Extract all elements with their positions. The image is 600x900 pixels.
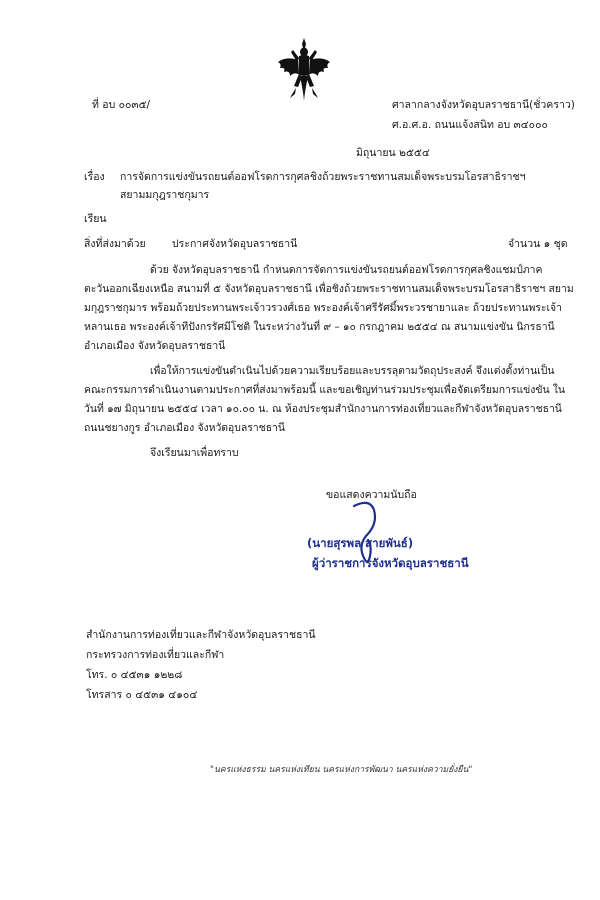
closing-statement: จึงเรียนมาเพื่อทราบ	[150, 447, 239, 459]
paragraph-2-line: เพื่อให้การแข่งขันดำเนินไปด้วยความเรียบร้อยและบรรลุตามวัตถุประสงค์ จึงแต่งตั้งท่านเป็น	[150, 365, 555, 377]
footer-agency: สำนักงานการท่องเที่ยวและกีฬาจังหวัดอุบลราชธานี	[86, 629, 316, 641]
office-name: ศาลากลางจังหวัดอุบลราชธานี(ชั่วคราว)	[392, 99, 575, 111]
enclosure-label: สิ่งที่ส่งมาด้วย	[84, 238, 146, 250]
garuda-emblem-icon	[276, 36, 332, 104]
paragraph-1-line: อำเภอเมือง จังหวัดอุบลราชธานี	[84, 340, 226, 352]
paragraph-1-line: หลานเธอ พระองค์เจ้าทีปังกรรัศมีโชติ ในระหว่างวันที่ ๙ – ๑๐ กรกฎาคม ๒๕๕๔ ณ สนามแข่งขัน นิกรธานี	[84, 321, 555, 333]
enclosure-text: ประกาศจังหวัดอุบลราชธานี	[172, 238, 298, 250]
footer-telephone: โทร. ๐ ๔๕๓๑ ๑๒๒๘	[86, 669, 183, 681]
subject-line-1: การจัดการแข่งขันรถยนต์ออฟโรดการกุศลชิงถ้วยพระราชทานสมเด็จพระบรมโอรสาธิราชฯ	[120, 171, 526, 183]
subject-line-2: สยามมกุฎราชกุมาร	[120, 189, 210, 201]
office-address: ศ.อ.ศ.อ. ถนนแจ้งสนิท อบ ๓๔๐๐๐	[392, 119, 548, 131]
signatory-name: (นายสุรพล สายพันธ์)	[307, 536, 414, 550]
paragraph-2-line: วันที่ ๑๗ มิถุนายน ๒๕๕๔ เวลา ๑๐.๐๐ น. ณ ห้องประชุมสำนักงานการท่องเที่ยวและกีฬาจังหวัดอุบลราชธานี	[84, 403, 562, 415]
paragraph-1-line: มกุฎราชกุมาร พร้อมถ้วยประทานพระเจ้าวรวงศ์เธอ พระองค์เจ้าศรีรัศมิ์พระวรชายาและ ถ้วยประทานพระเจ้า	[84, 302, 562, 314]
subject-label: เรื่อง	[84, 171, 105, 183]
footer-fax: โทรสาร ๐ ๔๕๓๑ ๔๑๐๔	[86, 689, 198, 701]
reference-number: ที่ อบ ๐๐๓๕/	[92, 99, 151, 111]
paragraph-2-line: ถนนชยางกูร อำเภอเมือง จังหวัดอุบลราชธานี	[84, 422, 285, 434]
signatory-position: ผู้ว่าราชการจังหวัดอุบลราชธานี	[312, 556, 469, 570]
letter-date: มิถุนายน ๒๕๕๔	[356, 147, 430, 159]
footer-ministry: กระทรวงการท่องเที่ยวและกีฬา	[86, 649, 225, 661]
paragraph-2-line: คณะกรรมการดำเนินงานตามประกาศที่ส่งมาพร้อมนี้ และขอเชิญท่านร่วมประชุมเพื่อจัดเตรียมการแข่งขัน ใน	[84, 384, 566, 396]
paragraph-1-line: ตะวันออกเฉียงเหนือ สนามที่ ๕ จังหวัดอุบลราชธานี เพื่อชิงถ้วยพระราชทานสมเด็จพระบรมโอรสาธิราชฯ สยาม	[84, 283, 574, 295]
paragraph-1-line: ด้วย จังหวัดอุบลราชธานี กำหนดการจัดการแข่งขันรถยนต์ออฟโรดการกุศลชิงแชมป์ภาค	[150, 264, 543, 276]
closing-phrase: ขอแสดงความนับถือ	[326, 489, 417, 501]
salutation: เรียน	[84, 213, 107, 225]
provincial-motto: "นครแห่งธรรม นครแห่งเทียน นครแห่งการพัฒนา นครแห่งความยั่งยืน"	[210, 765, 473, 775]
enclosure-count: จำนวน ๑ ชุด	[508, 238, 568, 250]
